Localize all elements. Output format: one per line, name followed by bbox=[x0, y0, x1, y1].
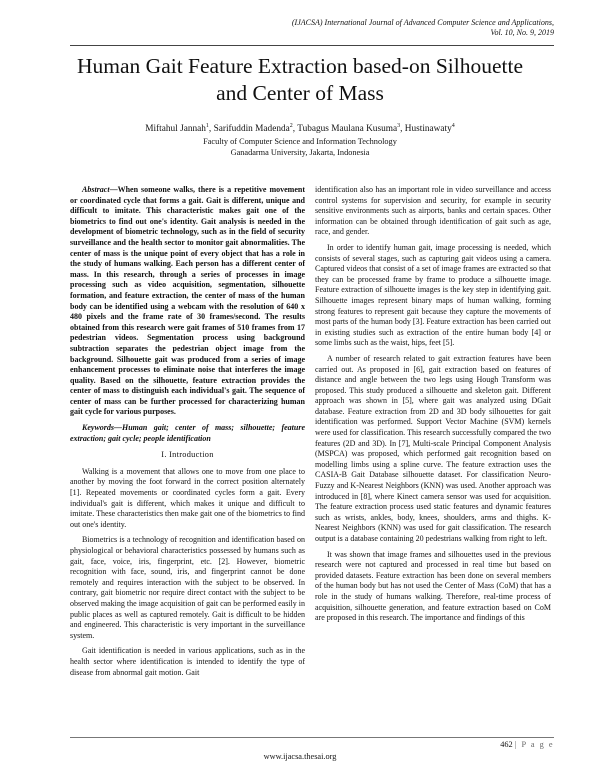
body-paragraph: In order to identify human gait, image processing is needed, which consists of several stages, such as capturing gait videos using a camera. Captured videos that consist of a set of image frames are extracted so that they can be processed frame by frame to produce a silhouette image. Feature extraction of silhouette images is the key step in identifying gait. Silhouette images represent binary maps of human walking, forming strong features to represent gait because they capture the movements of most parts of the human body [3]. Feature extraction has been carried out in existing studies such as extraction of the entire human body [4] or some limbs such as the waist, hips, feet [5]. bbox=[315, 242, 551, 348]
page-number bbox=[500, 740, 554, 749]
body-paragraph: It was shown that image frames and silhouettes used in the previous research were not captured and processed in real time but based on provided datasets. Feature extraction has been done on several members of the human body but has not used the Center of Mass (CoM) that has a role in the study of humans walking. Therefore, real-time process of acquisition, silhouette generation, and feature extraction based on CoM are proposed in this research. The importance and findings of this bbox=[315, 549, 551, 623]
journal-volume: Vol. 10, No. 9, 2019 bbox=[490, 28, 554, 37]
body-paragraph: Gait identification is needed in various applications, such as in the health sector where identification is intended to identify the type of disease from abnormal gait motion. Gait bbox=[70, 646, 305, 677]
affiliation-line: Ganadarma University, Jakarta, Indonesia bbox=[230, 147, 370, 157]
body-paragraph: identification also has an important role in video surveillance and access control systems for supervision and security, for example in security sensitive environments such as airports, banks and certain spaces. Other information can be obtained through identification of gait such as age, race, and gender. bbox=[315, 185, 551, 237]
footer-rule bbox=[70, 737, 554, 738]
author-list bbox=[40, 121, 560, 135]
section-heading: I. Introduction bbox=[161, 450, 214, 460]
body-paragraph: A number of research related to gait extraction features have been carried out. As proposed in [6], gait extraction based on features of distance and angle between the two legs using Hough Transform was proposed. This study produced a silhouette and skeleton gait. Different approach was shown in [5], where gait was analyzed using DGait database. Feature extraction from 2D and 3D body silhouettes for gait identification was performed. Support Vector Machine (SVM) kernels were used for classification. This research successfully compared the two features (2D and 3D). In [7], Multi-scale Principal Component Analysis (MSPCA) was proposed, which performed gait recognition based on modelling limbs using a spline curve. The feature extraction uses the CASIA-B Gait Database silhouette dataset. For classification Neuro-Fuzzy and K-Nearest Neighbors (KNN) was used. Another approach was introduced in [8], where Kinect camera sensor was used for acquisition. The feature extraction process used static features and dynamic features such as wrists, ankles, body, knees, shoulders, arms and thighs. K-Nearest Neighbors (KNN) was used for gait classification. The research output is a database containing 20 pedestrians walking from right to left. bbox=[315, 353, 551, 543]
left-column bbox=[70, 185, 305, 683]
abstract-label: Abstract bbox=[82, 185, 110, 194]
right-column bbox=[315, 185, 551, 629]
page-number-value: 462 bbox=[500, 740, 513, 749]
journal-url[interactable]: www.ijacsa.thesai.org bbox=[263, 752, 337, 761]
header-rule bbox=[70, 45, 554, 46]
journal-name: (IJACSA) International Journal of Advanced Computer Science and Applications, bbox=[291, 18, 554, 27]
affiliation-line: Faculty of Computer Science and Information Technology bbox=[203, 137, 397, 146]
page-label: | P a g e bbox=[514, 740, 554, 749]
author-3: Tubagus Maulana Kusuma$^3$, bbox=[297, 123, 405, 135]
body-paragraph: Biometrics is a technology of recognition and identification based on physiological or behavioral characteristics possessed by humans such as gait, face, voice, iris, fingerprint, etc. [2]. However, biometric recognition with face, sound, iris, and fingerprint cannot be done remotely and requires interaction with the subject to be observed. In contrary, gait biometric nor require direct contact with the subject to be observed making the image acquisition of gait can be performed easily in public places as well as captured remotely. Gait is difficult to be hidden and engineered. This characteristic is very important in the surveillance system. bbox=[70, 535, 305, 640]
abstract-text: —When someone walks, there is a repetitive movement or coordinated cycle that forms a gait. Gait is different, unique and difficult to imitate. This characteristic makes gait one of the biometrics to find out one's identity. Gait analysis is needed in the development of biometric technology, such as in the field of security surveillance and the health sector to monitor gait abnormalities. The center of mass is the unique point of every object that has a role in the study of humans walking. Each person has a different center of mass. In this research, through a series of processes in image processing such as video acquisition, segmentation, silhouette formation, and feature extraction, the center of mass of the human body can be identified using a webcam with the resolution of 640 x 480 pixels and the frame rate of 30 frames/second. The results obtained from this research were gait frames of 510 frames from 17 pedestrian videos. Segmentation process using background subtraction separates the pedestrian object image from the background. Silhouette gait was produced from a series of image enhancement processes to eliminate noise that interferes the image quality. Based on the silhouette, feature extraction provides the center of mass to distinguish each individual's gait. The sequence of center of mass can be further processed for characterizing human gait cycle for various purposes. bbox=[70, 185, 305, 417]
author-4: Hustinawaty$^4$ bbox=[404, 123, 455, 135]
author-1: Miftahul Jannah$^1$, bbox=[145, 123, 214, 135]
paper-title: Human Gait Feature Extraction based-on Silhouette and Center of Mass bbox=[77, 54, 523, 105]
keywords: Keywords—Human gait; center of mass; silhouette; feature extraction; gait cycle; people identification bbox=[70, 423, 305, 443]
author-2: Sarifuddin Madenda$^2$, bbox=[213, 123, 298, 135]
abstract bbox=[70, 185, 305, 418]
journal-header bbox=[194, 18, 554, 38]
affiliation bbox=[40, 137, 560, 158]
body-paragraph: Walking is a movement that allows one to move from one place to another by moving the foot forward in the correct position alternately [1]. Repeated movements or coordinated cycles form a gait. Every individual's gait is different, which makes it unique and difficult to imitate. These characteristics then make gait one of the biometrics to find out one's identity. bbox=[70, 466, 305, 529]
